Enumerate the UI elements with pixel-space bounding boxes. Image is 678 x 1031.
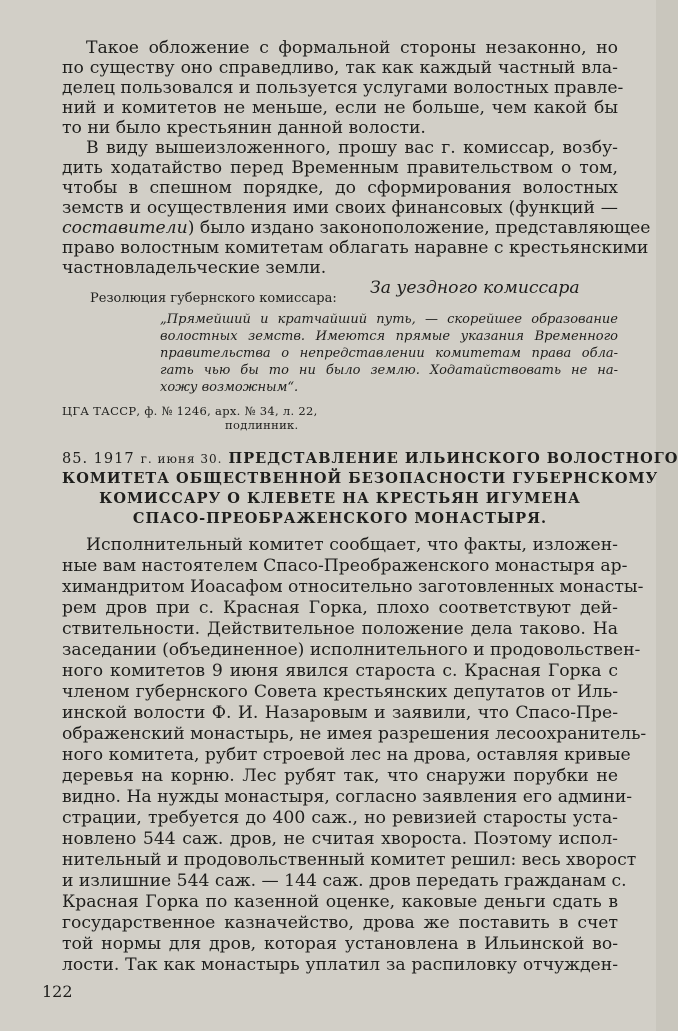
paragraph-line: ний и комитетов не меньше, если не больше, чем какой бы bbox=[62, 98, 618, 118]
body-line: ствительности. Действительное положение дела таково. На bbox=[62, 619, 618, 639]
body-line: страции, требуется до 400 саж., но ревизией старосты уста- bbox=[62, 808, 618, 828]
body-line: деревья на корню. Лес рубят так, что снаружи порубки не bbox=[62, 766, 618, 786]
body-line: лости. Так как монастырь уплатил за распиловку отчужден- bbox=[62, 955, 618, 975]
body-line: инской волости Ф. И. Назаровым и заявили, что Спасо-Пре- bbox=[62, 703, 618, 723]
archive-reference: ЦГА ТАССР, ф. № 1246, арх. № 34, л. 22, bbox=[62, 404, 318, 418]
paragraph-line: право волостным комитетам облагать наравне с крестьянскими bbox=[62, 238, 649, 258]
document-date: г. июня 30. bbox=[140, 452, 223, 466]
resolution-line: „Прямейший и кратчайший путь, — скорейшее образование bbox=[160, 312, 618, 327]
body-line: заседании (объединенное) исполнительного и продовольствен- bbox=[62, 640, 641, 660]
paragraph-line: частновладельческие земли. bbox=[62, 258, 327, 278]
heading-line: КОМИТЕТА ОБЩЕСТВЕННОЙ БЕЗОПАСНОСТИ ГУБЕРНСКОМУ bbox=[62, 470, 659, 487]
heading-line: СПАСО-ПРЕОБРАЖЕНСКОГО МОНАСТЫРЯ. bbox=[132, 510, 548, 527]
resolution-label: Резолюция губернского комиссара: bbox=[90, 291, 337, 306]
body-line: Красная Горка по казенной оценке, каковые деньги сдать в bbox=[62, 892, 618, 912]
heading-line: КОМИССАРУ О КЛЕВЕТЕ НА КРЕСТЬЯН ИГУМЕНА bbox=[99, 490, 581, 507]
body-line: рем дров при с. Красная Горка, плохо соответствуют дей- bbox=[62, 598, 618, 618]
body-line: ного комитета, рубит строевой лес на дрова, оставляя кривые bbox=[62, 745, 631, 765]
paragraph-line: Такое обложение с формальной стороны незаконно, но bbox=[86, 38, 618, 58]
paragraph-line: чтобы в спешном порядке, до сформирования волостных bbox=[62, 178, 618, 198]
document-heading bbox=[62, 449, 678, 469]
body-line: химандритом Иоасафом относительно заготовленных монасты- bbox=[62, 577, 644, 597]
paragraph-line: В виду вышеизложенного, прошу вас г. комиссар, возбу- bbox=[86, 138, 618, 158]
body-line: ные вам настоятелем Спасо-Преображенского монастыря ар- bbox=[62, 556, 628, 576]
resolution-line: хожу возможным“. bbox=[160, 380, 299, 395]
body-line: той нормы для дров, которая установлена в Ильинской во- bbox=[62, 934, 618, 954]
resolution-line: правительства о непредставлении комитетам права обла- bbox=[160, 346, 618, 361]
heading-title: ПРЕДСТАВЛЕНИЕ ИЛЬИНСКОГО ВОЛОСТНОГО bbox=[228, 450, 678, 467]
paragraph-line: дить ходатайство перед Временным правительством о том, bbox=[62, 158, 618, 178]
paragraph-line: по существу оно справедливо, так как каждый частный вла- bbox=[62, 58, 618, 78]
body-line: государственное казначейство, дрова же поставить в счет bbox=[62, 913, 618, 933]
paragraph-line: земств и осуществления ими своих финансовых (функций — bbox=[62, 198, 618, 218]
paragraph-line bbox=[62, 218, 651, 238]
resolution-line: волостных земств. Имеются прямые указания Временного bbox=[160, 329, 618, 344]
document-number: 85. 1917 bbox=[62, 451, 135, 467]
body-line: и излишние 544 саж. — 144 саж. дров передать гражданам с. bbox=[62, 871, 627, 891]
paragraph-line: то ни было крестьянин данной волости. bbox=[62, 118, 426, 138]
archive-note: подлинник. bbox=[225, 418, 299, 432]
body-line: членом губернского Совета крестьянских депутатов от Иль- bbox=[62, 682, 618, 702]
body-line: ображенский монастырь, не имея разрешения лесоохранитель- bbox=[62, 724, 647, 744]
body-line: новлено 544 саж. дров, не считая хвороста. Поэтому испол- bbox=[62, 829, 618, 849]
body-line: видно. На нужды монастыря, согласно заявления его админи- bbox=[62, 787, 633, 807]
body-line: ного комитетов 9 июня явился староста с. Красная Горка с bbox=[62, 661, 618, 681]
signature: За уездного комиссара bbox=[370, 278, 580, 298]
page-number: 122 bbox=[42, 982, 73, 1001]
italic-word: составители bbox=[62, 218, 188, 238]
paragraph-fragment: ) было издано законоположение, представляющее bbox=[187, 218, 651, 238]
body-line: Исполнительный комитет сообщает, что факты, изложен- bbox=[86, 535, 618, 555]
paragraph-line: делец пользовался и пользуется услугами волостных правле- bbox=[62, 78, 624, 98]
body-line: нительный и продовольственный комитет решил: весь хворост bbox=[62, 850, 637, 870]
resolution-line: гать чью бы то ни было землю. Ходатайствовать не на- bbox=[160, 363, 618, 378]
